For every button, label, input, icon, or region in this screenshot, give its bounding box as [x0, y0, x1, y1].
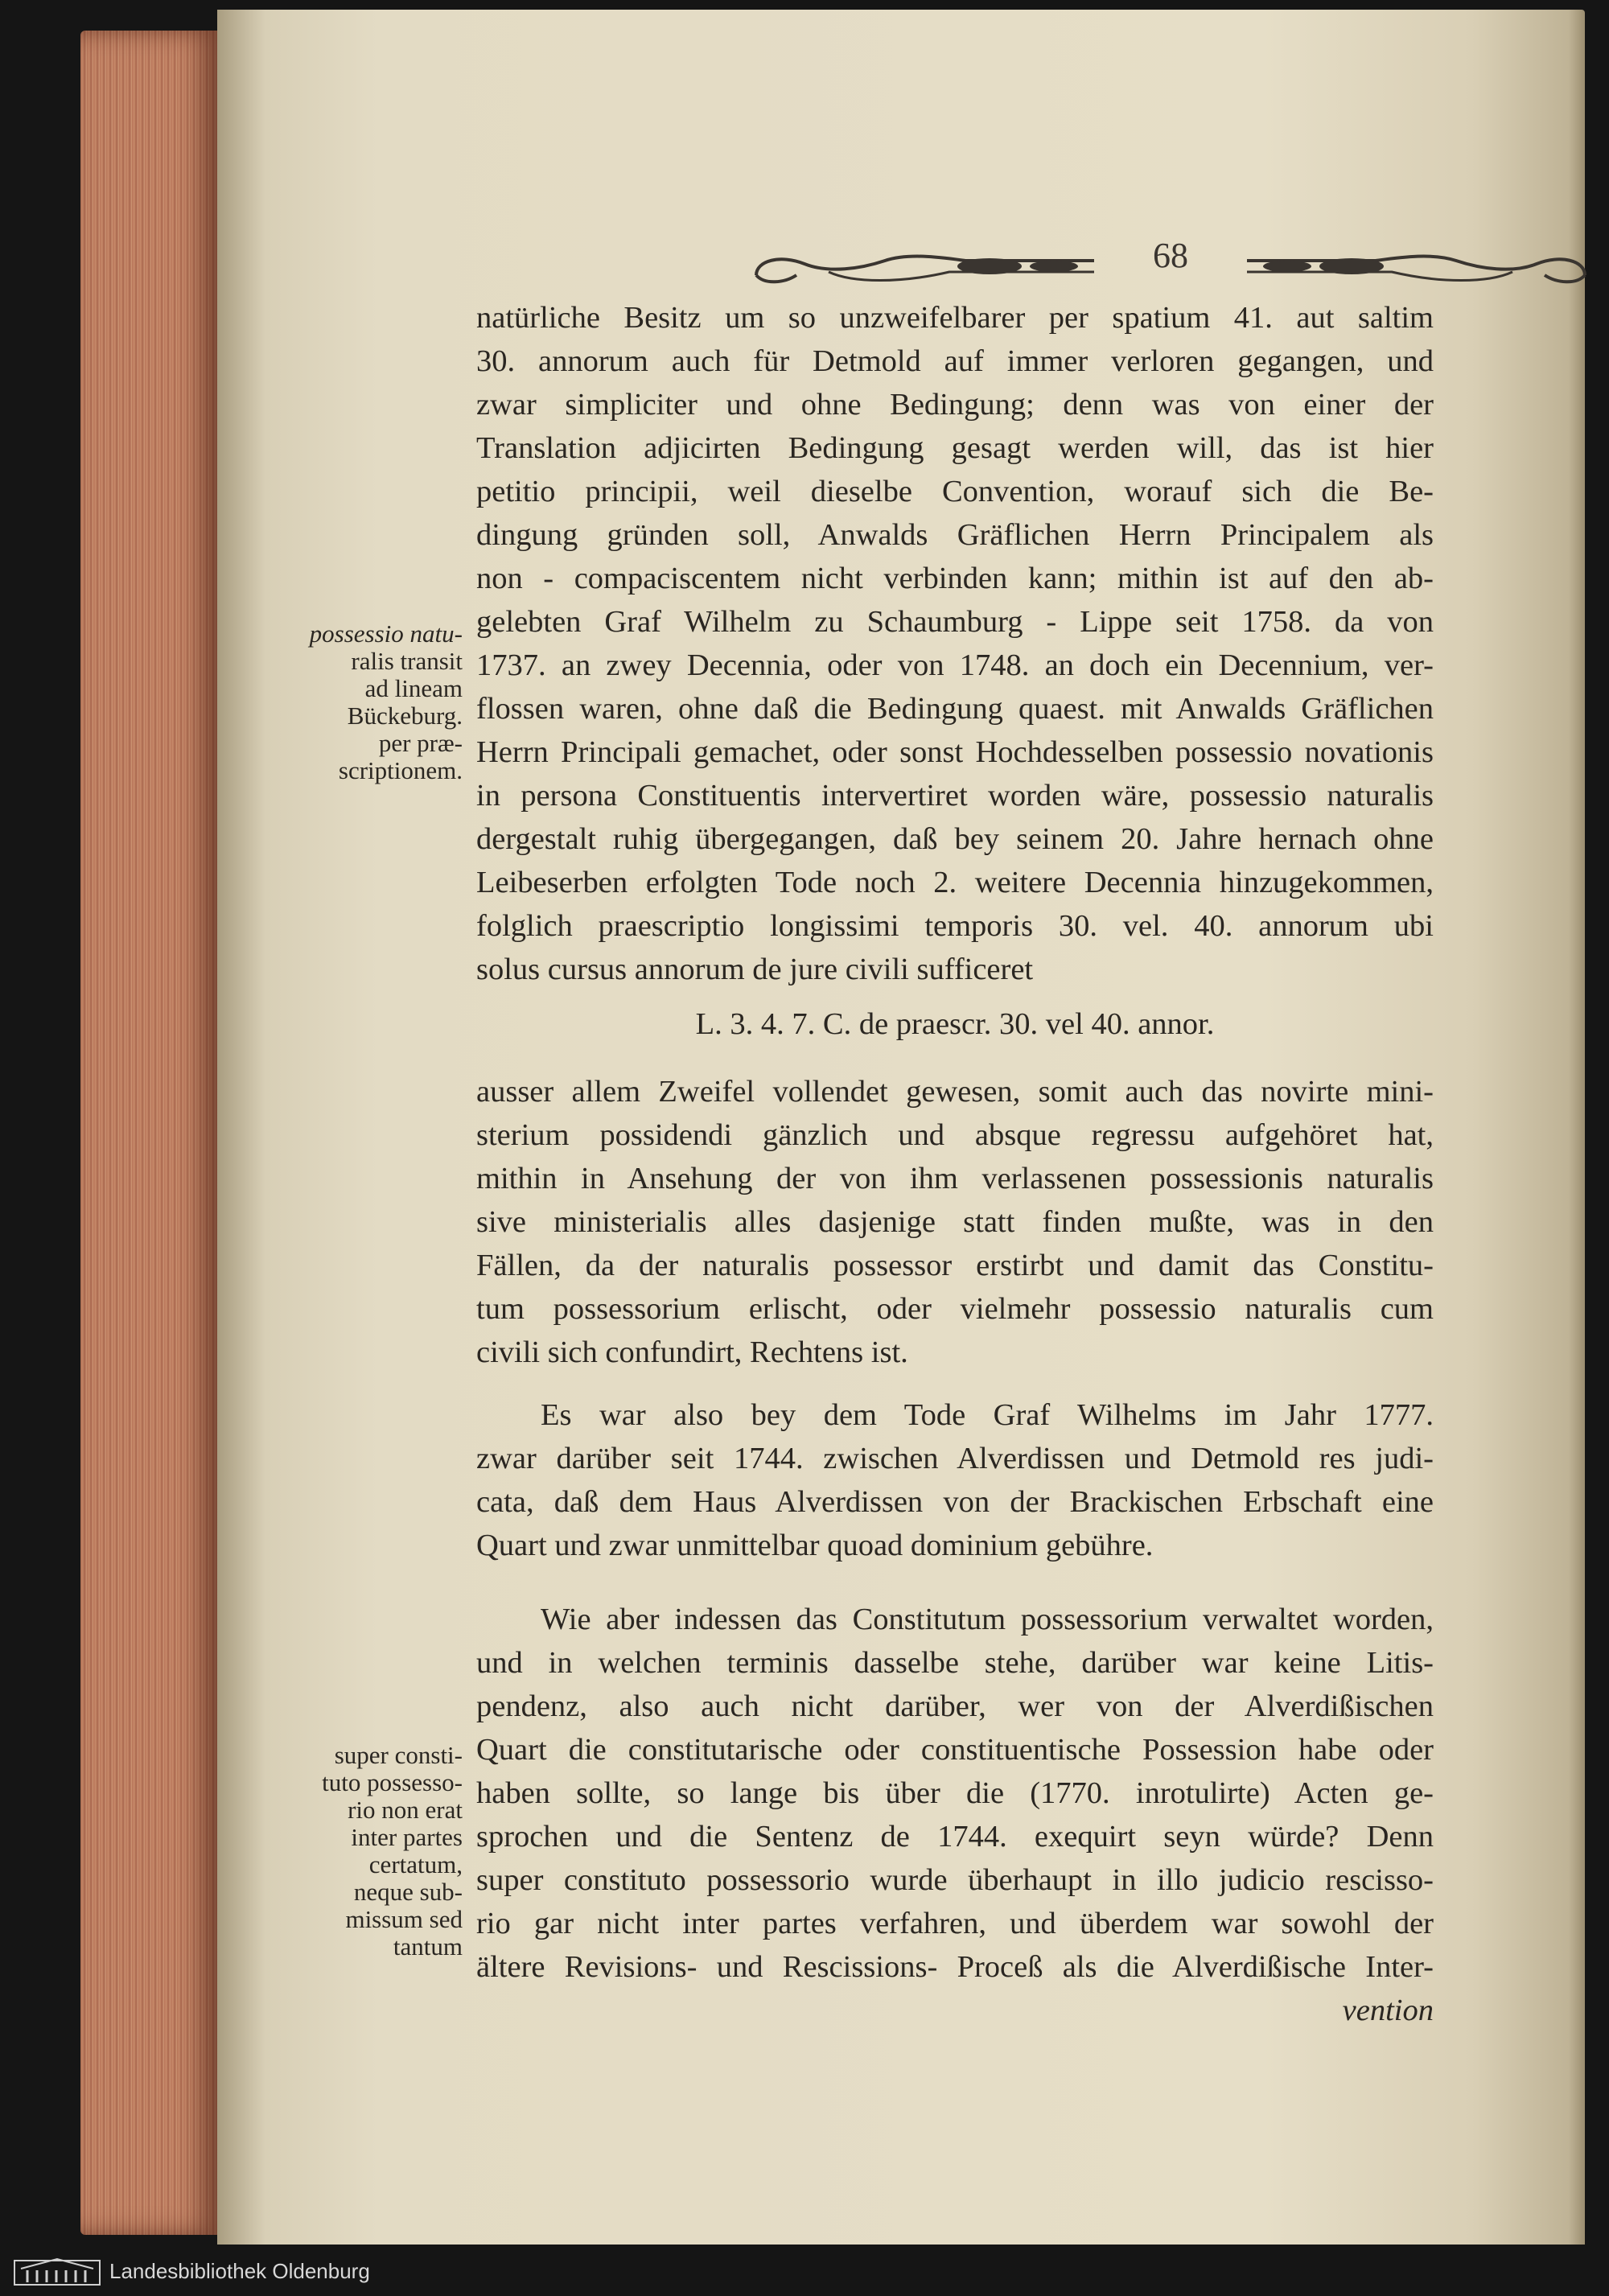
library-name: Landesbibliothek Oldenburg	[109, 2259, 370, 2283]
text-line: Quart und zwar unmittelbar quoad dominium gebühre.	[476, 1529, 1154, 1562]
text-line: Fällen, da der naturalis possessor erstirbt und damit das Constitu-	[476, 1249, 1434, 1282]
text-line: cata, daß dem Haus Alverdissen von der Brackischen Erbschaft eine	[476, 1485, 1434, 1519]
margin-line: possessio natu-	[309, 619, 463, 648]
right-ornament-icon	[1239, 237, 1593, 293]
margin-line: Bückeburg.	[347, 702, 463, 730]
text-line: super constituto possessorio wurde überhaupt in illo judicio rescisso-	[476, 1863, 1434, 1897]
text-line: Wie aber indessen das Constitutum possessorium verwaltet worden,	[541, 1603, 1434, 1636]
text-line: Herrn Principali gemachet, oder sonst Hochdesselben possessio novationis	[476, 735, 1434, 769]
text-line: haben sollte, so lange bis über die (1770. inrotulirte) Acten ge-	[476, 1776, 1434, 1810]
text-line: folglich praescriptio longissimi temporis 30. vel. 40. annorum ubi	[476, 909, 1434, 943]
margin-line: ralis transit	[351, 647, 463, 675]
catchword: vention	[1342, 1994, 1434, 2027]
text-line: mithin in Ansehung der von ihm verlassenen possessionis naturalis	[476, 1162, 1434, 1195]
text-line: zwar darüber seit 1744. zwischen Alverdissen und Detmold res judi-	[476, 1442, 1434, 1475]
text-line: 30. annorum auch für Detmold auf immer verloren gegangen, und	[476, 344, 1434, 378]
text-line: dergestalt ruhig übergegangen, daß bey seinem 20. Jahre hernach ohne	[476, 822, 1434, 856]
text-line: dingung gründen soll, Anwalds Gräflichen Herrn Principalem als	[476, 518, 1434, 552]
margin-line: missum sed	[345, 1905, 463, 1933]
text-line: ältere Revisions- und Rescissions- Proceß als die Alverdißische Inter-	[476, 1950, 1434, 1984]
text-line: und in welchen terminis dasselbe stehe, darüber war keine Litis-	[476, 1646, 1434, 1680]
margin-line: neque sub-	[353, 1878, 463, 1906]
margin-line: tuto possesso-	[322, 1768, 463, 1796]
page-number: 68	[1153, 236, 1188, 275]
margin-line: rio non erat	[348, 1796, 463, 1824]
text-line: ausser allem Zweifel vollendet gewesen, somit auch das novirte mini-	[476, 1075, 1434, 1109]
text-line: sive ministerialis alles dasjenige statt finden mußte, was in den	[476, 1205, 1434, 1239]
text-line: petitio principii, weil dieselbe Convention, worauf sich die Be-	[476, 475, 1434, 508]
margin-line: inter partes	[351, 1823, 463, 1851]
text-line: pendenz, also auch nicht darüber, wer von der Alverdißischen	[476, 1689, 1434, 1723]
citation: L. 3. 4. 7. C. de praescr. 30. vel 40. annor.	[695, 1007, 1215, 1041]
margin-line: super consti-	[334, 1741, 463, 1769]
margin-line: scriptionem.	[338, 756, 463, 784]
text-line: tum possessorium erlischt, oder vielmehr possessio naturalis cum	[476, 1292, 1434, 1326]
text-line: flossen waren, ohne daß die Bedingung quaest. mit Anwalds Gräflichen	[476, 692, 1434, 726]
text-line: civili sich confundirt, Rechtens ist.	[476, 1335, 908, 1369]
text-line: rio gar nicht inter partes verfahren, und überdem war sowohl der	[476, 1907, 1434, 1940]
text-line: 1737. an zwey Decennia, oder von 1748. an doch ein Decennium, ver-	[476, 648, 1434, 682]
text-line: gelebten Graf Wilhelm zu Schaumburg - Lippe seit 1758. da von	[476, 605, 1434, 639]
margin-line: tantum	[393, 1932, 463, 1961]
footer-bar	[0, 2245, 1609, 2296]
text-line: Quart die constitutarische oder constituentische Possession habe oder	[476, 1733, 1434, 1767]
library-logo-icon	[13, 2256, 101, 2288]
text-line: in persona Constituentis intervertiret worden wäre, possessio naturalis	[476, 779, 1434, 813]
text-line: sterium possidendi gänzlich und absque regressu aufgehöret hat,	[476, 1118, 1434, 1152]
text-line: Translation adjicirten Bedingung gesagt werden will, das ist hier	[476, 431, 1434, 465]
text-line: solus cursus annorum de jure civili sufficeret	[476, 953, 1034, 986]
margin-line: ad lineam	[364, 674, 463, 702]
text-line: Es war also bey dem Tode Graf Wilhelms im Jahr 1777.	[541, 1398, 1434, 1432]
page-stack-edge	[80, 31, 217, 2235]
text-line: non - compaciscentem nicht verbinden kann; mithin ist auf den ab-	[476, 562, 1434, 595]
margin-line: per præ-	[378, 729, 463, 757]
text-line: zwar simpliciter und ohne Bedingung; denn was von einer der	[476, 388, 1434, 422]
text-line: sprochen und die Sentenz de 1744. exequirt seyn würde? Denn	[476, 1820, 1434, 1854]
text-line: natürliche Besitz um so unzweifelbarer per spatium 41. aut saltim	[476, 301, 1434, 335]
margin-line: certatum,	[368, 1850, 463, 1878]
text-line: Leibeserben erfolgten Tode noch 2. weitere Decennia hinzugekommen,	[476, 866, 1434, 899]
left-ornament-icon	[748, 237, 1102, 293]
